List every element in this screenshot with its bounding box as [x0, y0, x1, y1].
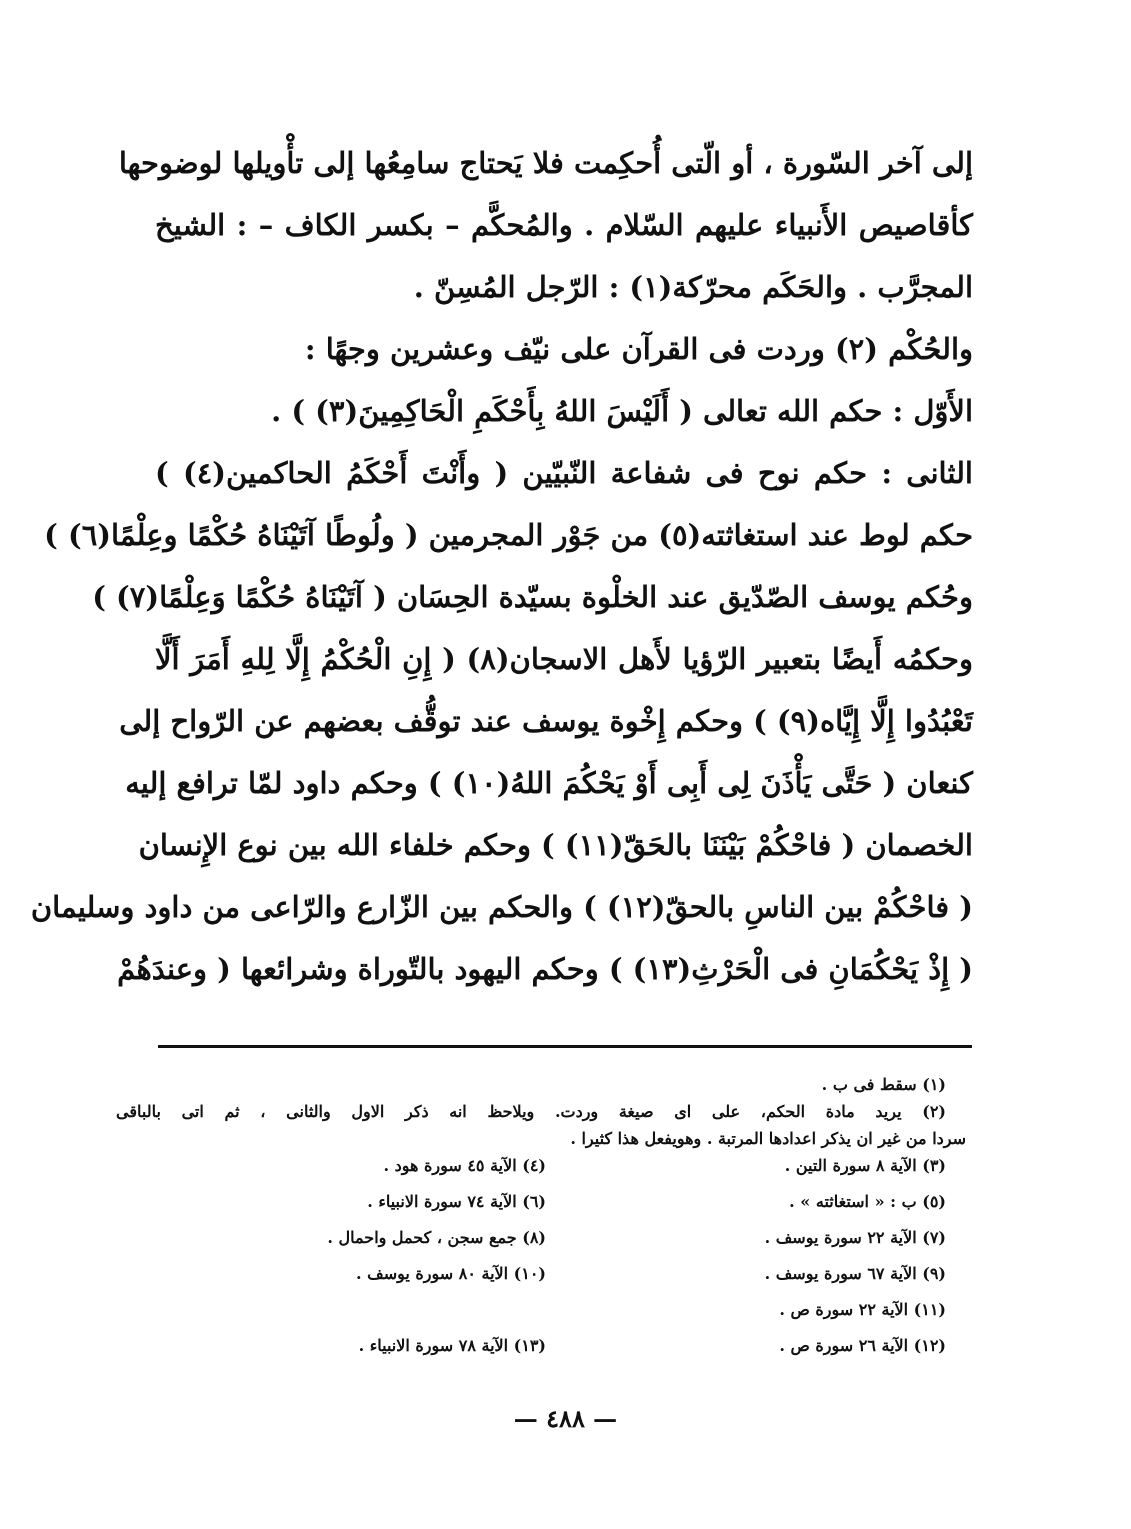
text-line: الخصمان ( فاحْكُمْ بَيْنَنَا بالحَقّ(١١) ) وحكم خلفاء الله بين نوع الإِنسان [138, 828, 973, 862]
text-line: ( فاحْكُمْ بين الناسِ بالحقّ(١٢) ) والحكم بين الزّارع والرّاعى من داود وسليمان [30, 890, 973, 924]
footnote: (٦) الآية ٧٤ سورة الانبياء . [367, 1192, 546, 1211]
footnote: (١) سقط فى ب . [821, 1075, 946, 1094]
footnote: (٣) الآية ٨ سورة التين . [784, 1156, 946, 1175]
footnote-continuation: سردا من غير ان يذكر اعدادها المرتبة . وهويفعل هذا كثيرا . [570, 1129, 966, 1148]
footnote: (١١) الآية ٢٢ سورة ص . [779, 1300, 946, 1319]
footnote-pair [116, 1192, 946, 1228]
footnote: (٧) الآية ٢٢ سورة يوسف . [764, 1228, 946, 1247]
footnote-pair [116, 1156, 946, 1192]
text-line: حكم لوط عند استغاثته(٥) من جَوْر المجرمين ( ولُوطًا آتَيْنَاهُ حُكْمًا وعِلْمًا(٦) ) [44, 518, 973, 552]
footnote: (١٣) الآية ٧٨ سورة الانبياء . [358, 1336, 546, 1355]
footnote: (٤) الآية ٤٥ سورة هود . [383, 1156, 546, 1175]
text-line: الثانى : حكم نوح فى شفاعة النّبيّين ( وأَنْتَ أَحْكَمُ الحاكمين(٤) ) [155, 456, 973, 490]
footnote [146, 1300, 546, 1336]
footnote: (٩) الآية ٦٧ سورة يوسف . [764, 1264, 946, 1283]
text-line: الأَوّل : حكم الله تعالى ( أَلَيْسَ اللهُ بِأَحْكَمِ الْحَاكِمِينَ(٣) ) . [271, 394, 973, 428]
footnote-pair [116, 1300, 946, 1336]
footnote-pair [116, 1228, 946, 1264]
footnote-pair [116, 1264, 946, 1300]
text-line: وحكمُه أَيضًا بتعبير الرّؤيا لأَهل الاسجان(٨) ( إِنِ الْحُكْمُ إِلَّا لِلهِ أَمَرَ أَلَّا [155, 642, 973, 676]
footnote-pair [116, 1336, 946, 1372]
footnote: (١٢) الآية ٢٦ سورة ص . [779, 1336, 946, 1355]
text-line: تَعْبُدُوا إِلَّا إِيَّاه(٩) ) وحكم إِخْوة يوسف عند توقُّف بعضهم عن الرّواح إلى [119, 704, 973, 738]
footnote: (١٠) الآية ٨٠ سورة يوسف . [355, 1264, 546, 1283]
main-text [30, 146, 973, 1016]
text-line: كأقاصيص الأَنبياء عليهم السّلام . والمُحكَّم – بكسر الكاف – : الشيخ [155, 208, 973, 242]
text-line: وحُكم يوسف الصّدّيق عند الخلْوة بسيّدة الحِسَان ( آتَيْنَاهُ حُكْمًا وَعِلْمًا(٧) ) [92, 580, 973, 614]
text-line: إلى آخر السّورة ، أو الّتى أُحكِمت فلا يَحتاج سامِعُها إلى تأْويلها لوضوحها [118, 146, 973, 180]
text-line: ( إِذْ يَحْكُمَانِ فى الْحَرْثِ(١٣) ) وحكم اليهود بالتّوراة وشرائعها ( وعندَهُمْ [117, 952, 973, 986]
footnote: (٢) يريد مادة الحكم، على اى صيغة وردت. ويلاحظ انه ذكر الاول والثانى ، ثم اتى بالباقى [116, 1102, 946, 1121]
text-line: المجرَّب . والحَكَم محرّكة(١) : الرّجل المُسِنّ . [413, 270, 973, 304]
text-line: والحُكْم (٢) وردت فى القرآن على نيّف وعشرين وجهًا : [304, 332, 973, 366]
footnote-separator [158, 1045, 972, 1048]
footnotes [116, 1075, 966, 1372]
text-line: كنعان ( حَتَّى يَأْذَنَ لِى أَبِى أَوْ يَحْكُمَ اللهُ(١٠) ) وحكم داود لمّا ترافع إليه [125, 766, 973, 800]
footnote: (٥) ب : « استغاثته » . [789, 1192, 946, 1211]
page-number: — ٤٨٨ — [513, 1404, 618, 1433]
footnote: (٨) جمع سجن ، كحمل واحمال . [327, 1228, 546, 1247]
